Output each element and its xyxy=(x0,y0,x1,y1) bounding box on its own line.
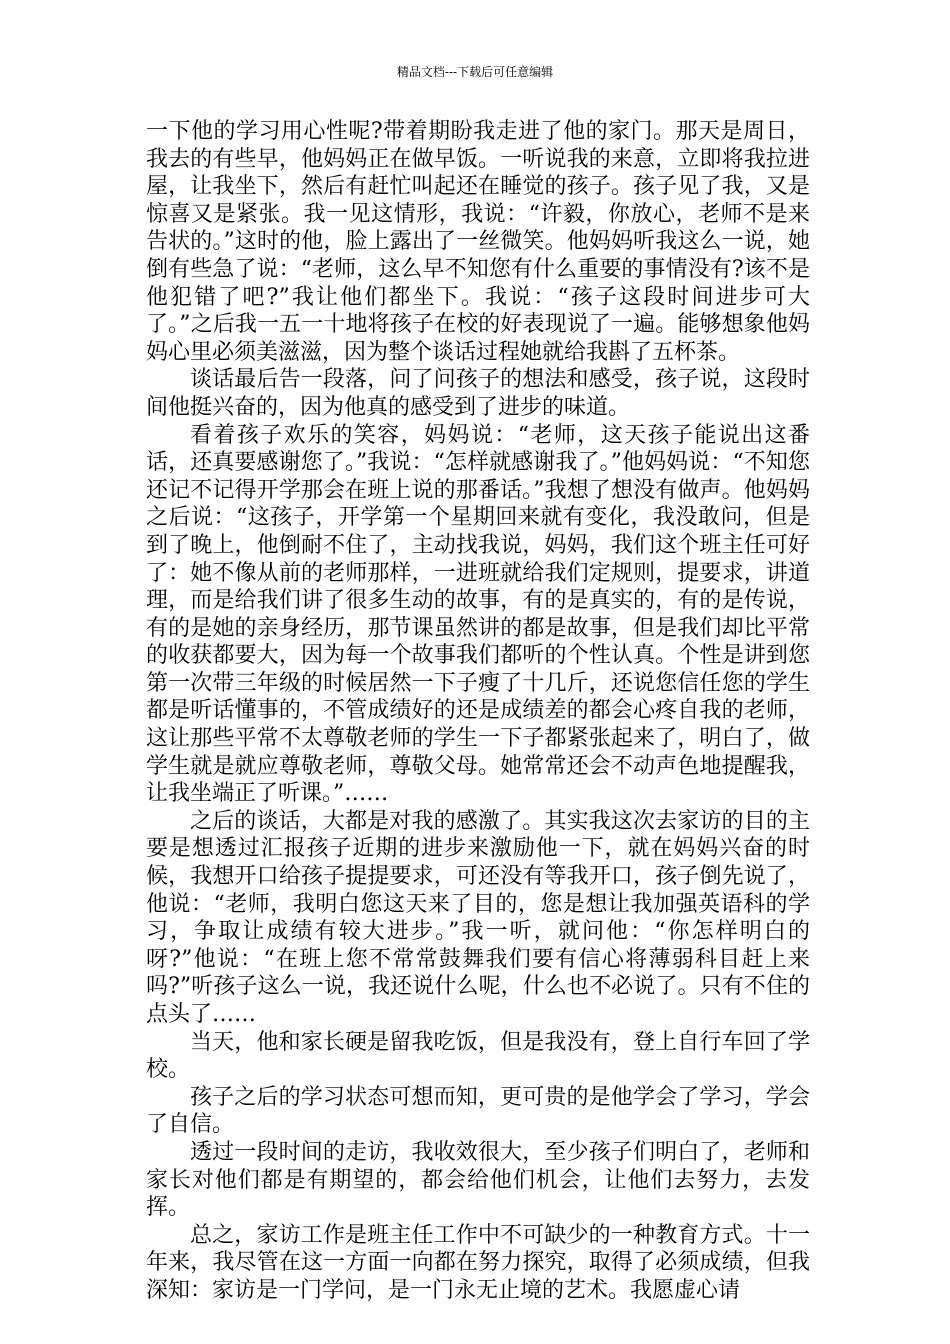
paragraph: 一下他的学习用心性呢?带着期盼我走进了他的家门。那天是周日，我去的有些早，他妈妈正在做早饭。一听说我的来意，立即将我拉进屋，让我坐下，然后有赶忙叫起还在睡觉的孩子。孩子见了我，又是惊喜又是紧张。我一见这情形，我说：“许毅，你放心，老师不是来告状的。”这时的他，脸上露出了一丝微笑。他妈妈听我这么一说，她倒有些急了说：“老师，这么早不知您有什么重要的事情没有?该不是他犯错了吧?”我让他们都坐下。我说：“孩子这段时间进步可大了。”之后我一五一十地将孩子在校的好表现说了一遍。能够想象他妈妈心里必须美滋滋，因为整个谈话过程她就给我斟了五杯茶。 xyxy=(146,119,810,365)
paragraph: 当天，他和家长硬是留我吃饭，但是我没有，登上自行车回了学校。 xyxy=(146,1029,810,1083)
paragraph: 之后的谈话，大都是对我的感激了。其实我这次去家访的目的主要是想透过汇报孩子近期的进步来激励他一下，就在妈妈兴奋的时候，我想开口给孩子提提要求，可还没有等我开口，孩子倒先说了，他说：“老师，我明白您这天来了目的，您是想让我加强英语科的学习，争取让成绩有较大进步。”我一听，就问他：“你怎样明白的呀?”他说：“在班上您不常常鼓舞我们要有信心将薄弱科目赶上来吗?”听孩子这么一说，我还说什么呢，什么也不必说了。只有不住的点头了…… xyxy=(146,808,810,1027)
paragraph: 总之，家访工作是班主任工作中不可缺少的一种教育方式。十一年来，我尽管在这一方面一向都在努力探究，取得了必须成绩，但我深知：家访是一门学问，是一门永无止境的艺术。我愿虚心请 xyxy=(146,1222,810,1303)
document-body xyxy=(146,118,810,1305)
paragraph: 透过一段时间的走访，我收效很大，至少孩子们明白了，老师和家长对他们都是有期望的，都会给他们机会，让他们去努力，去发挥。 xyxy=(146,1139,810,1221)
paragraph: 看着孩子欢乐的笑容，妈妈说：“老师，这天孩子能说出这番话，还真要感谢您了。”我说：“怎样就感谢我了。”他妈妈说：“不知您还记不记得开学那会在班上说的那番话。”我想了想没有做声。他妈妈之后说：“这孩子，开学第一个星期回来就有变化，我没敢问，但是到了晚上，他倒耐不住了，主动找我说，妈妈，我们这个班主任可好了：她不像从前的老师那样，一进班就给我们定规则，提要求，讲道理，而是给我们讲了很多生动的故事，有的是真实的，有的是传说，有的是她的亲身经历，那节课虽然讲的都是故事，但是我们却比平常的收获都要大，因为每一个故事我们都听的个性认真。个性是讲到您第一次带三年级的时候居然一下子瘦了十几斤，还说您信任您的学生都是听话懂事的，不管成绩好的还是成绩差的都会心疼自我的老师，这让那些平常不太尊敬老师的学生一下子都紧张起来了，明白了，做学生就是就应尊敬老师，尊敬父母。她常常还会不动声色地提醒我，让我坐端正了听课。”…… xyxy=(146,422,810,807)
paragraph: 孩子之后的学习状态可想而知，更可贵的是他学会了学习，学会了自信。 xyxy=(146,1084,810,1138)
page-header: 精品文档---下载后可任意编辑 xyxy=(396,65,554,79)
paragraph: 谈话最后告一段落，问了问孩子的想法和感受，孩子说，这段时间他挺兴奋的，因为他真的感受到了进步的味道。 xyxy=(146,367,810,420)
